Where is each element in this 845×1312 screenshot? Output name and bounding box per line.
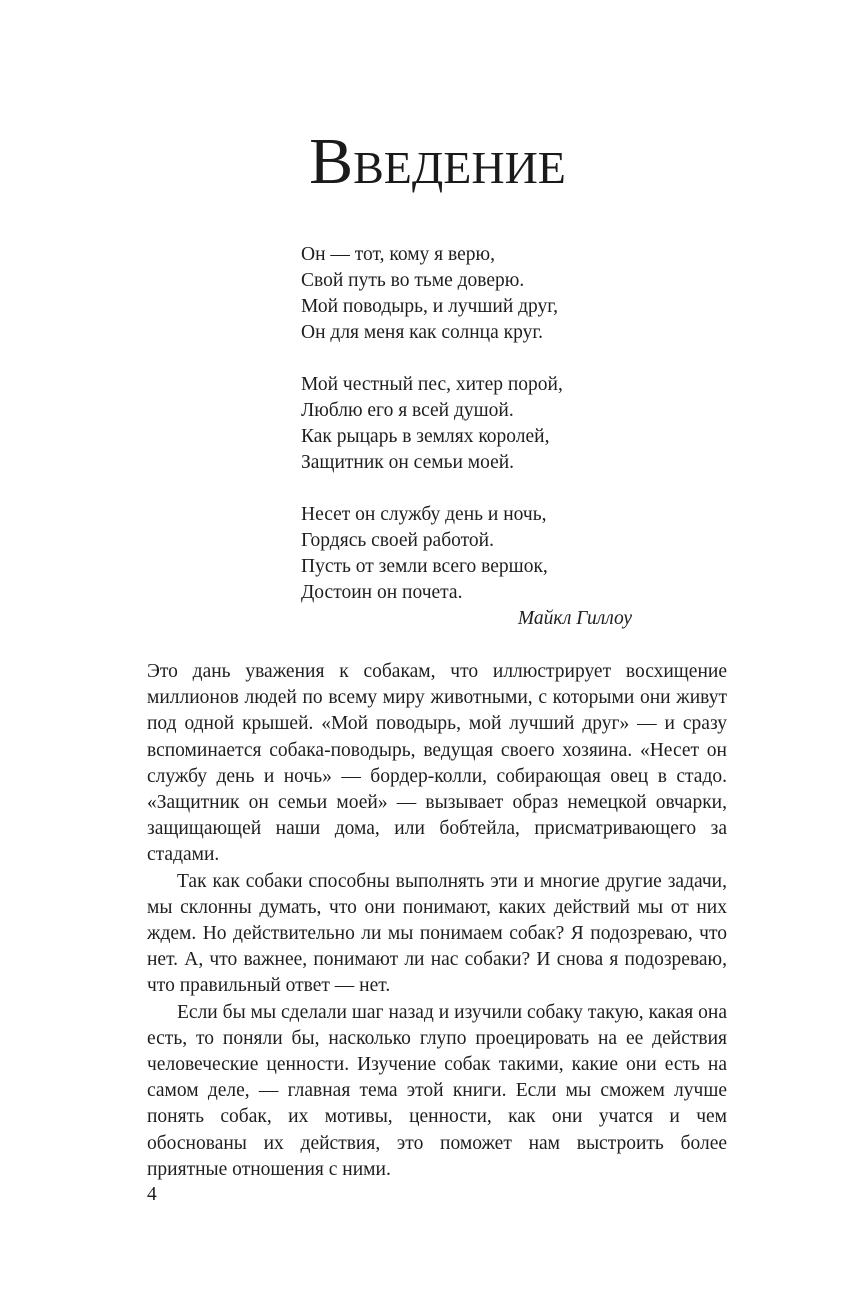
body-paragraph: Так как собаки способны выполнять эти и многие другие задачи, мы склонны думать, что они понимают, каких действий мы от них ждем. Но действительно ли мы понимаем собак? Я подозреваю, что нет. А, что важнее, понимают ли нас собаки? И снова я подозреваю, что правильный ответ — нет. (147, 870, 727, 997)
verse-line: Он — тот, кому я верю, (301, 244, 495, 265)
verse-line: Несет он службу день и ночь, (301, 504, 547, 525)
verse-line: Гордясь своей работой. (301, 530, 494, 551)
body-paragraph: Если бы мы сделали шаг назад и изучили собаку такую, какая она есть, то поняли бы, насколько глупо проецировать на ее действия человеческие ценности. Изучение собак такими, какие они есть на самом деле, — главная тема этой книги. Если мы сможем лучше понять собак, их мотивы, ценности, как они учатся и чем обоснованы их действия, это поможет нам выстроить более приятные отношения с ними. (147, 1001, 727, 1180)
verse-line: Люблю его я всей душой. (301, 400, 514, 421)
poem-stanza (301, 502, 641, 606)
verse-line: Мой поводырь, и лучший друг, (301, 296, 558, 317)
verse-line: Как рыцарь в землях королей, (301, 426, 550, 447)
body-paragraph: Это дань уважения к собакам, что иллюстрирует восхищение миллионов людей по всему миру животными, с которыми они живут под одной крышей. «Мой поводырь, мой лучший друг» — и сразу вспоминается собака-поводырь, ведущая своего хозяина. «Несет он службу день и ночь» — бордер-колли, собирающая овец в стадо. «Защитник он семьи моей» — вызывает образ немецкой овчарки, защищающей наши дома, или бобтейла, присматривающего за стадами. (147, 661, 727, 866)
body-text (147, 659, 727, 1183)
verse-line: Свой путь во тьме доверю. (301, 270, 525, 291)
poem-stanza (301, 242, 641, 346)
page-number: 4 (147, 1184, 157, 1205)
verse-line: Мой честный пес, хитер порой, (301, 374, 563, 395)
poem-stanza (301, 372, 641, 476)
verse-line: Он для меня как солнца круг. (301, 322, 544, 343)
verse-line: Защитник он семьи моей. (301, 452, 515, 473)
poem-author: Майкл Гиллоу (517, 608, 632, 629)
verse-line: Достоин он почета. (301, 582, 463, 603)
epigraph-poem (301, 242, 641, 632)
verse-line: Пусть от земли всего вершок, (301, 556, 548, 577)
chapter-title: Введение (309, 125, 566, 198)
